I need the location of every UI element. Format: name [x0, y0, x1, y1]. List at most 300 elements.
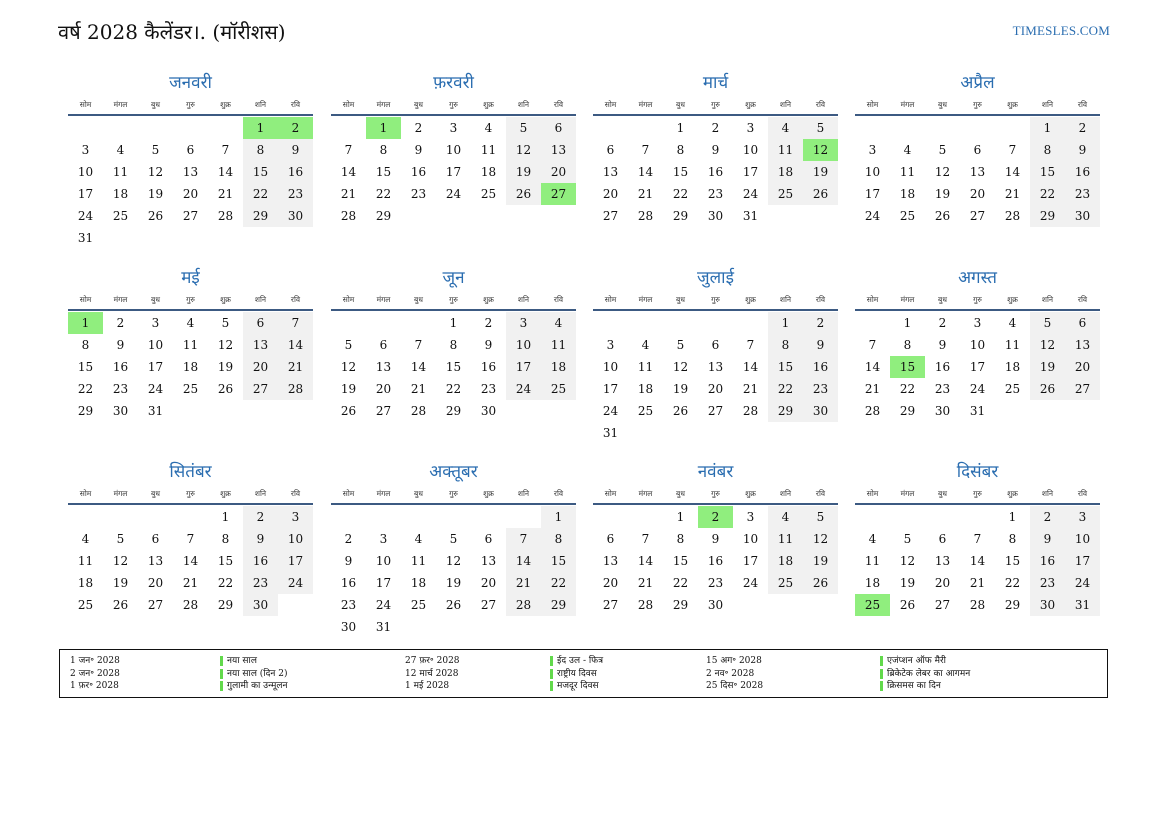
holiday-day-cell[interactable]: 1: [366, 117, 401, 139]
day-cell[interactable]: 4: [903, 143, 912, 157]
day-cell[interactable]: 18: [899, 187, 916, 201]
day-cell[interactable]: 10: [742, 532, 759, 546]
day-cell[interactable]: 9: [484, 338, 493, 352]
day-cell[interactable]: 29: [541, 594, 576, 616]
day-cell[interactable]: 23: [112, 382, 129, 396]
day-cell[interactable]: 24: [742, 187, 759, 201]
day-cell[interactable]: 10: [147, 338, 164, 352]
day-cell[interactable]: 24: [375, 598, 392, 612]
day-cell[interactable]: 1: [449, 316, 458, 330]
day-cell[interactable]: 21: [864, 382, 881, 396]
day-cell[interactable]: 8: [221, 532, 230, 546]
day-cell[interactable]: 22: [672, 187, 689, 201]
day-cell[interactable]: 17: [77, 187, 94, 201]
day-cell[interactable]: 22: [541, 572, 576, 594]
day-cell[interactable]: 10: [77, 165, 94, 179]
day-cell[interactable]: 27: [602, 209, 619, 223]
day-cell[interactable]: 24: [1065, 572, 1100, 594]
day-cell[interactable]: 31: [742, 209, 759, 223]
day-cell[interactable]: 7: [414, 338, 423, 352]
day-cell[interactable]: 5: [221, 316, 230, 330]
day-cell[interactable]: 10: [1065, 528, 1100, 550]
day-cell[interactable]: 3: [506, 312, 541, 334]
day-cell[interactable]: 5: [903, 532, 912, 546]
day-cell[interactable]: 26: [672, 404, 689, 418]
day-cell[interactable]: 19: [803, 161, 838, 183]
day-cell[interactable]: 2: [803, 312, 838, 334]
day-cell[interactable]: 16: [707, 165, 724, 179]
day-cell[interactable]: 26: [506, 183, 541, 205]
day-cell[interactable]: 22: [768, 378, 803, 400]
day-cell[interactable]: 23: [243, 572, 278, 594]
day-cell[interactable]: 15: [375, 165, 392, 179]
day-cell[interactable]: 12: [112, 554, 129, 568]
day-cell[interactable]: 29: [77, 404, 94, 418]
day-cell[interactable]: 15: [217, 554, 234, 568]
day-cell[interactable]: 22: [445, 382, 462, 396]
day-cell[interactable]: 30: [803, 400, 838, 422]
day-cell[interactable]: 19: [147, 187, 164, 201]
day-cell[interactable]: 29: [445, 404, 462, 418]
day-cell[interactable]: 6: [186, 143, 195, 157]
day-cell[interactable]: 4: [768, 117, 803, 139]
day-cell[interactable]: 21: [506, 572, 541, 594]
day-cell[interactable]: 22: [243, 183, 278, 205]
day-cell[interactable]: 7: [506, 528, 541, 550]
day-cell[interactable]: 10: [445, 143, 462, 157]
day-cell[interactable]: 20: [243, 356, 278, 378]
day-cell[interactable]: 17: [1065, 550, 1100, 572]
day-cell[interactable]: 17: [864, 187, 881, 201]
day-cell[interactable]: 19: [934, 187, 951, 201]
day-cell[interactable]: 30: [934, 404, 951, 418]
day-cell[interactable]: 28: [506, 594, 541, 616]
day-cell[interactable]: 26: [112, 598, 129, 612]
day-cell[interactable]: 8: [379, 143, 388, 157]
day-cell[interactable]: 28: [969, 598, 986, 612]
day-cell[interactable]: 5: [1030, 312, 1065, 334]
day-cell[interactable]: 14: [969, 554, 986, 568]
day-cell[interactable]: 14: [278, 334, 313, 356]
day-cell[interactable]: 18: [864, 576, 881, 590]
day-cell[interactable]: 11: [768, 528, 803, 550]
day-cell[interactable]: 25: [112, 209, 129, 223]
day-cell[interactable]: 21: [410, 382, 427, 396]
day-cell[interactable]: 11: [182, 338, 199, 352]
day-cell[interactable]: 6: [243, 312, 278, 334]
day-cell[interactable]: 16: [410, 165, 427, 179]
day-cell[interactable]: 17: [375, 576, 392, 590]
day-cell[interactable]: 16: [1065, 161, 1100, 183]
day-cell[interactable]: 13: [541, 139, 576, 161]
day-cell[interactable]: 18: [410, 576, 427, 590]
day-cell[interactable]: 6: [606, 532, 615, 546]
day-cell[interactable]: 10: [602, 360, 619, 374]
day-cell[interactable]: 17: [969, 360, 986, 374]
day-cell[interactable]: 11: [864, 554, 881, 568]
day-cell[interactable]: 2: [116, 316, 125, 330]
day-cell[interactable]: 9: [116, 338, 125, 352]
day-cell[interactable]: 8: [903, 338, 912, 352]
day-cell[interactable]: 7: [746, 338, 755, 352]
day-cell[interactable]: 6: [151, 532, 160, 546]
day-cell[interactable]: 20: [969, 187, 986, 201]
day-cell[interactable]: 16: [340, 576, 357, 590]
day-cell[interactable]: 10: [375, 554, 392, 568]
day-cell[interactable]: 7: [186, 532, 195, 546]
day-cell[interactable]: 6: [1065, 312, 1100, 334]
day-cell[interactable]: 15: [1004, 554, 1021, 568]
day-cell[interactable]: 25: [768, 183, 803, 205]
day-cell[interactable]: 31: [1065, 594, 1100, 616]
day-cell[interactable]: 2: [243, 506, 278, 528]
day-cell[interactable]: 18: [182, 360, 199, 374]
day-cell[interactable]: 9: [1030, 528, 1065, 550]
day-cell[interactable]: 29: [672, 598, 689, 612]
day-cell[interactable]: 24: [506, 378, 541, 400]
day-cell[interactable]: 3: [449, 121, 458, 135]
day-cell[interactable]: 9: [414, 143, 423, 157]
day-cell[interactable]: 17: [602, 382, 619, 396]
holiday-day-cell[interactable]: 25: [855, 594, 890, 616]
day-cell[interactable]: 8: [676, 532, 685, 546]
day-cell[interactable]: 2: [1065, 117, 1100, 139]
day-cell[interactable]: 26: [217, 382, 234, 396]
day-cell[interactable]: 23: [410, 187, 427, 201]
day-cell[interactable]: 16: [243, 550, 278, 572]
day-cell[interactable]: 20: [602, 187, 619, 201]
day-cell[interactable]: 19: [506, 161, 541, 183]
day-cell[interactable]: 27: [480, 598, 497, 612]
day-cell[interactable]: 11: [480, 143, 497, 157]
day-cell[interactable]: 29: [768, 400, 803, 422]
day-cell[interactable]: 20: [707, 382, 724, 396]
day-cell[interactable]: 26: [934, 209, 951, 223]
day-cell[interactable]: 17: [147, 360, 164, 374]
day-cell[interactable]: 19: [899, 576, 916, 590]
day-cell[interactable]: 8: [541, 528, 576, 550]
day-cell[interactable]: 13: [707, 360, 724, 374]
holiday-day-cell[interactable]: 2: [278, 117, 313, 139]
day-cell[interactable]: 18: [637, 382, 654, 396]
day-cell[interactable]: 26: [803, 183, 838, 205]
day-cell[interactable]: 8: [81, 338, 90, 352]
day-cell[interactable]: 3: [81, 143, 90, 157]
day-cell[interactable]: 27: [375, 404, 392, 418]
day-cell[interactable]: 4: [868, 532, 877, 546]
day-cell[interactable]: 3: [379, 532, 388, 546]
day-cell[interactable]: 16: [707, 554, 724, 568]
day-cell[interactable]: 26: [803, 572, 838, 594]
day-cell[interactable]: 14: [506, 550, 541, 572]
day-cell[interactable]: 9: [243, 528, 278, 550]
day-cell[interactable]: 19: [112, 576, 129, 590]
holiday-day-cell[interactable]: 1: [68, 312, 103, 334]
day-cell[interactable]: 1: [903, 316, 912, 330]
day-cell[interactable]: 10: [742, 143, 759, 157]
day-cell[interactable]: 4: [186, 316, 195, 330]
day-cell[interactable]: 29: [672, 209, 689, 223]
day-cell[interactable]: 31: [969, 404, 986, 418]
day-cell[interactable]: 21: [182, 576, 199, 590]
day-cell[interactable]: 8: [243, 139, 278, 161]
day-cell[interactable]: 2: [344, 532, 353, 546]
day-cell[interactable]: 14: [637, 554, 654, 568]
day-cell[interactable]: 1: [768, 312, 803, 334]
day-cell[interactable]: 5: [449, 532, 458, 546]
day-cell[interactable]: 30: [707, 598, 724, 612]
day-cell[interactable]: 13: [969, 165, 986, 179]
day-cell[interactable]: 2: [711, 121, 720, 135]
day-cell[interactable]: 29: [243, 205, 278, 227]
day-cell[interactable]: 19: [672, 382, 689, 396]
day-cell[interactable]: 27: [602, 598, 619, 612]
day-cell[interactable]: 14: [182, 554, 199, 568]
day-cell[interactable]: 20: [1065, 356, 1100, 378]
day-cell[interactable]: 3: [1065, 506, 1100, 528]
day-cell[interactable]: 6: [606, 143, 615, 157]
day-cell[interactable]: 20: [480, 576, 497, 590]
day-cell[interactable]: 17: [445, 165, 462, 179]
day-cell[interactable]: 18: [480, 165, 497, 179]
day-cell[interactable]: 22: [899, 382, 916, 396]
day-cell[interactable]: 4: [414, 532, 423, 546]
day-cell[interactable]: 2: [484, 316, 493, 330]
day-cell[interactable]: 19: [445, 576, 462, 590]
day-cell[interactable]: 21: [969, 576, 986, 590]
day-cell[interactable]: 3: [746, 121, 755, 135]
day-cell[interactable]: 13: [602, 165, 619, 179]
day-cell[interactable]: 23: [707, 576, 724, 590]
day-cell[interactable]: 20: [541, 161, 576, 183]
day-cell[interactable]: 22: [1004, 576, 1021, 590]
day-cell[interactable]: 30: [278, 205, 313, 227]
day-cell[interactable]: 4: [541, 312, 576, 334]
day-cell[interactable]: 16: [112, 360, 129, 374]
day-cell[interactable]: 25: [480, 187, 497, 201]
day-cell[interactable]: 1: [676, 510, 685, 524]
day-cell[interactable]: 21: [637, 576, 654, 590]
day-cell[interactable]: 14: [637, 165, 654, 179]
day-cell[interactable]: 23: [934, 382, 951, 396]
day-cell[interactable]: 4: [1008, 316, 1017, 330]
day-cell[interactable]: 3: [868, 143, 877, 157]
day-cell[interactable]: 8: [449, 338, 458, 352]
day-cell[interactable]: 16: [934, 360, 951, 374]
day-cell[interactable]: 9: [711, 143, 720, 157]
day-cell[interactable]: 21: [340, 187, 357, 201]
day-cell[interactable]: 31: [375, 620, 392, 634]
day-cell[interactable]: 25: [77, 598, 94, 612]
day-cell[interactable]: 12: [934, 165, 951, 179]
day-cell[interactable]: 22: [217, 576, 234, 590]
day-cell[interactable]: 20: [182, 187, 199, 201]
day-cell[interactable]: 28: [217, 209, 234, 223]
day-cell[interactable]: 28: [742, 404, 759, 418]
day-cell[interactable]: 5: [151, 143, 160, 157]
day-cell[interactable]: 20: [602, 576, 619, 590]
day-cell[interactable]: 22: [672, 576, 689, 590]
day-cell[interactable]: 23: [707, 187, 724, 201]
day-cell[interactable]: 17: [742, 165, 759, 179]
day-cell[interactable]: 30: [1030, 594, 1065, 616]
day-cell[interactable]: 18: [77, 576, 94, 590]
day-cell[interactable]: 14: [217, 165, 234, 179]
day-cell[interactable]: 10: [278, 528, 313, 550]
day-cell[interactable]: 11: [637, 360, 654, 374]
day-cell[interactable]: 9: [938, 338, 947, 352]
holiday-day-cell[interactable]: 1: [243, 117, 278, 139]
day-cell[interactable]: 30: [480, 404, 497, 418]
day-cell[interactable]: 25: [899, 209, 916, 223]
day-cell[interactable]: 12: [217, 338, 234, 352]
day-cell[interactable]: 28: [278, 378, 313, 400]
day-cell[interactable]: 6: [484, 532, 493, 546]
day-cell[interactable]: 11: [541, 334, 576, 356]
day-cell[interactable]: 20: [375, 382, 392, 396]
day-cell[interactable]: 25: [768, 572, 803, 594]
day-cell[interactable]: 7: [1008, 143, 1017, 157]
day-cell[interactable]: 5: [803, 506, 838, 528]
day-cell[interactable]: 7: [221, 143, 230, 157]
day-cell[interactable]: 24: [742, 576, 759, 590]
day-cell[interactable]: 4: [81, 532, 90, 546]
day-cell[interactable]: 27: [934, 598, 951, 612]
day-cell[interactable]: 3: [606, 338, 615, 352]
day-cell[interactable]: 25: [182, 382, 199, 396]
day-cell[interactable]: 27: [182, 209, 199, 223]
day-cell[interactable]: 14: [340, 165, 357, 179]
day-cell[interactable]: 15: [672, 165, 689, 179]
day-cell[interactable]: 15: [77, 360, 94, 374]
day-cell[interactable]: 10: [969, 338, 986, 352]
day-cell[interactable]: 3: [151, 316, 160, 330]
day-cell[interactable]: 13: [375, 360, 392, 374]
day-cell[interactable]: 3: [746, 510, 755, 524]
day-cell[interactable]: 23: [278, 183, 313, 205]
day-cell[interactable]: 12: [1030, 334, 1065, 356]
day-cell[interactable]: 4: [484, 121, 493, 135]
day-cell[interactable]: 26: [445, 598, 462, 612]
day-cell[interactable]: 10: [506, 334, 541, 356]
day-cell[interactable]: 17: [742, 554, 759, 568]
day-cell[interactable]: 18: [1004, 360, 1021, 374]
day-cell[interactable]: 16: [1030, 550, 1065, 572]
day-cell[interactable]: 24: [602, 404, 619, 418]
holiday-day-cell[interactable]: 27: [541, 183, 576, 205]
day-cell[interactable]: 13: [243, 334, 278, 356]
day-cell[interactable]: 15: [672, 554, 689, 568]
day-cell[interactable]: 18: [768, 550, 803, 572]
day-cell[interactable]: 28: [637, 209, 654, 223]
day-cell[interactable]: 5: [803, 117, 838, 139]
day-cell[interactable]: 3: [278, 506, 313, 528]
day-cell[interactable]: 24: [969, 382, 986, 396]
day-cell[interactable]: 9: [803, 334, 838, 356]
day-cell[interactable]: 11: [768, 139, 803, 161]
day-cell[interactable]: 22: [1030, 183, 1065, 205]
day-cell[interactable]: 18: [768, 161, 803, 183]
day-cell[interactable]: 3: [973, 316, 982, 330]
day-cell[interactable]: 26: [899, 598, 916, 612]
day-cell[interactable]: 26: [147, 209, 164, 223]
day-cell[interactable]: 16: [803, 356, 838, 378]
day-cell[interactable]: 16: [480, 360, 497, 374]
day-cell[interactable]: 24: [77, 209, 94, 223]
day-cell[interactable]: 18: [541, 356, 576, 378]
day-cell[interactable]: 13: [480, 554, 497, 568]
day-cell[interactable]: 31: [602, 426, 619, 440]
day-cell[interactable]: 15: [768, 356, 803, 378]
day-cell[interactable]: 12: [899, 554, 916, 568]
day-cell[interactable]: 11: [899, 165, 916, 179]
day-cell[interactable]: 12: [147, 165, 164, 179]
day-cell[interactable]: 21: [217, 187, 234, 201]
day-cell[interactable]: 2: [938, 316, 947, 330]
day-cell[interactable]: 20: [147, 576, 164, 590]
day-cell[interactable]: 6: [379, 338, 388, 352]
day-cell[interactable]: 15: [1030, 161, 1065, 183]
day-cell[interactable]: 12: [803, 528, 838, 550]
day-cell[interactable]: 10: [864, 165, 881, 179]
day-cell[interactable]: 11: [410, 554, 427, 568]
day-cell[interactable]: 28: [1004, 209, 1021, 223]
day-cell[interactable]: 7: [344, 143, 353, 157]
day-cell[interactable]: 5: [116, 532, 125, 546]
day-cell[interactable]: 24: [147, 382, 164, 396]
day-cell[interactable]: 27: [243, 378, 278, 400]
day-cell[interactable]: 14: [864, 360, 881, 374]
day-cell[interactable]: 9: [1065, 139, 1100, 161]
day-cell[interactable]: 25: [410, 598, 427, 612]
day-cell[interactable]: 24: [864, 209, 881, 223]
day-cell[interactable]: 19: [217, 360, 234, 374]
day-cell[interactable]: 31: [77, 231, 94, 245]
day-cell[interactable]: 12: [340, 360, 357, 374]
day-cell[interactable]: 2: [414, 121, 423, 135]
day-cell[interactable]: 11: [1004, 338, 1021, 352]
day-cell[interactable]: 1: [221, 510, 230, 524]
day-cell[interactable]: 18: [112, 187, 129, 201]
day-cell[interactable]: 7: [278, 312, 313, 334]
day-cell[interactable]: 30: [340, 620, 357, 634]
day-cell[interactable]: 5: [344, 338, 353, 352]
day-cell[interactable]: 13: [934, 554, 951, 568]
day-cell[interactable]: 19: [803, 550, 838, 572]
day-cell[interactable]: 6: [973, 143, 982, 157]
day-cell[interactable]: 4: [641, 338, 650, 352]
day-cell[interactable]: 28: [864, 404, 881, 418]
day-cell[interactable]: 8: [676, 143, 685, 157]
day-cell[interactable]: 30: [243, 594, 278, 616]
day-cell[interactable]: 22: [375, 187, 392, 201]
day-cell[interactable]: 2: [1030, 506, 1065, 528]
day-cell[interactable]: 12: [445, 554, 462, 568]
day-cell[interactable]: 1: [676, 121, 685, 135]
day-cell[interactable]: 29: [375, 209, 392, 223]
day-cell[interactable]: 21: [742, 382, 759, 396]
holiday-day-cell[interactable]: 15: [890, 356, 925, 378]
day-cell[interactable]: 23: [1065, 183, 1100, 205]
day-cell[interactable]: 19: [1030, 356, 1065, 378]
day-cell[interactable]: 30: [112, 404, 129, 418]
day-cell[interactable]: 24: [445, 187, 462, 201]
day-cell[interactable]: 11: [77, 554, 94, 568]
day-cell[interactable]: 23: [803, 378, 838, 400]
day-cell[interactable]: 8: [1030, 139, 1065, 161]
day-cell[interactable]: 25: [541, 378, 576, 400]
day-cell[interactable]: 14: [742, 360, 759, 374]
